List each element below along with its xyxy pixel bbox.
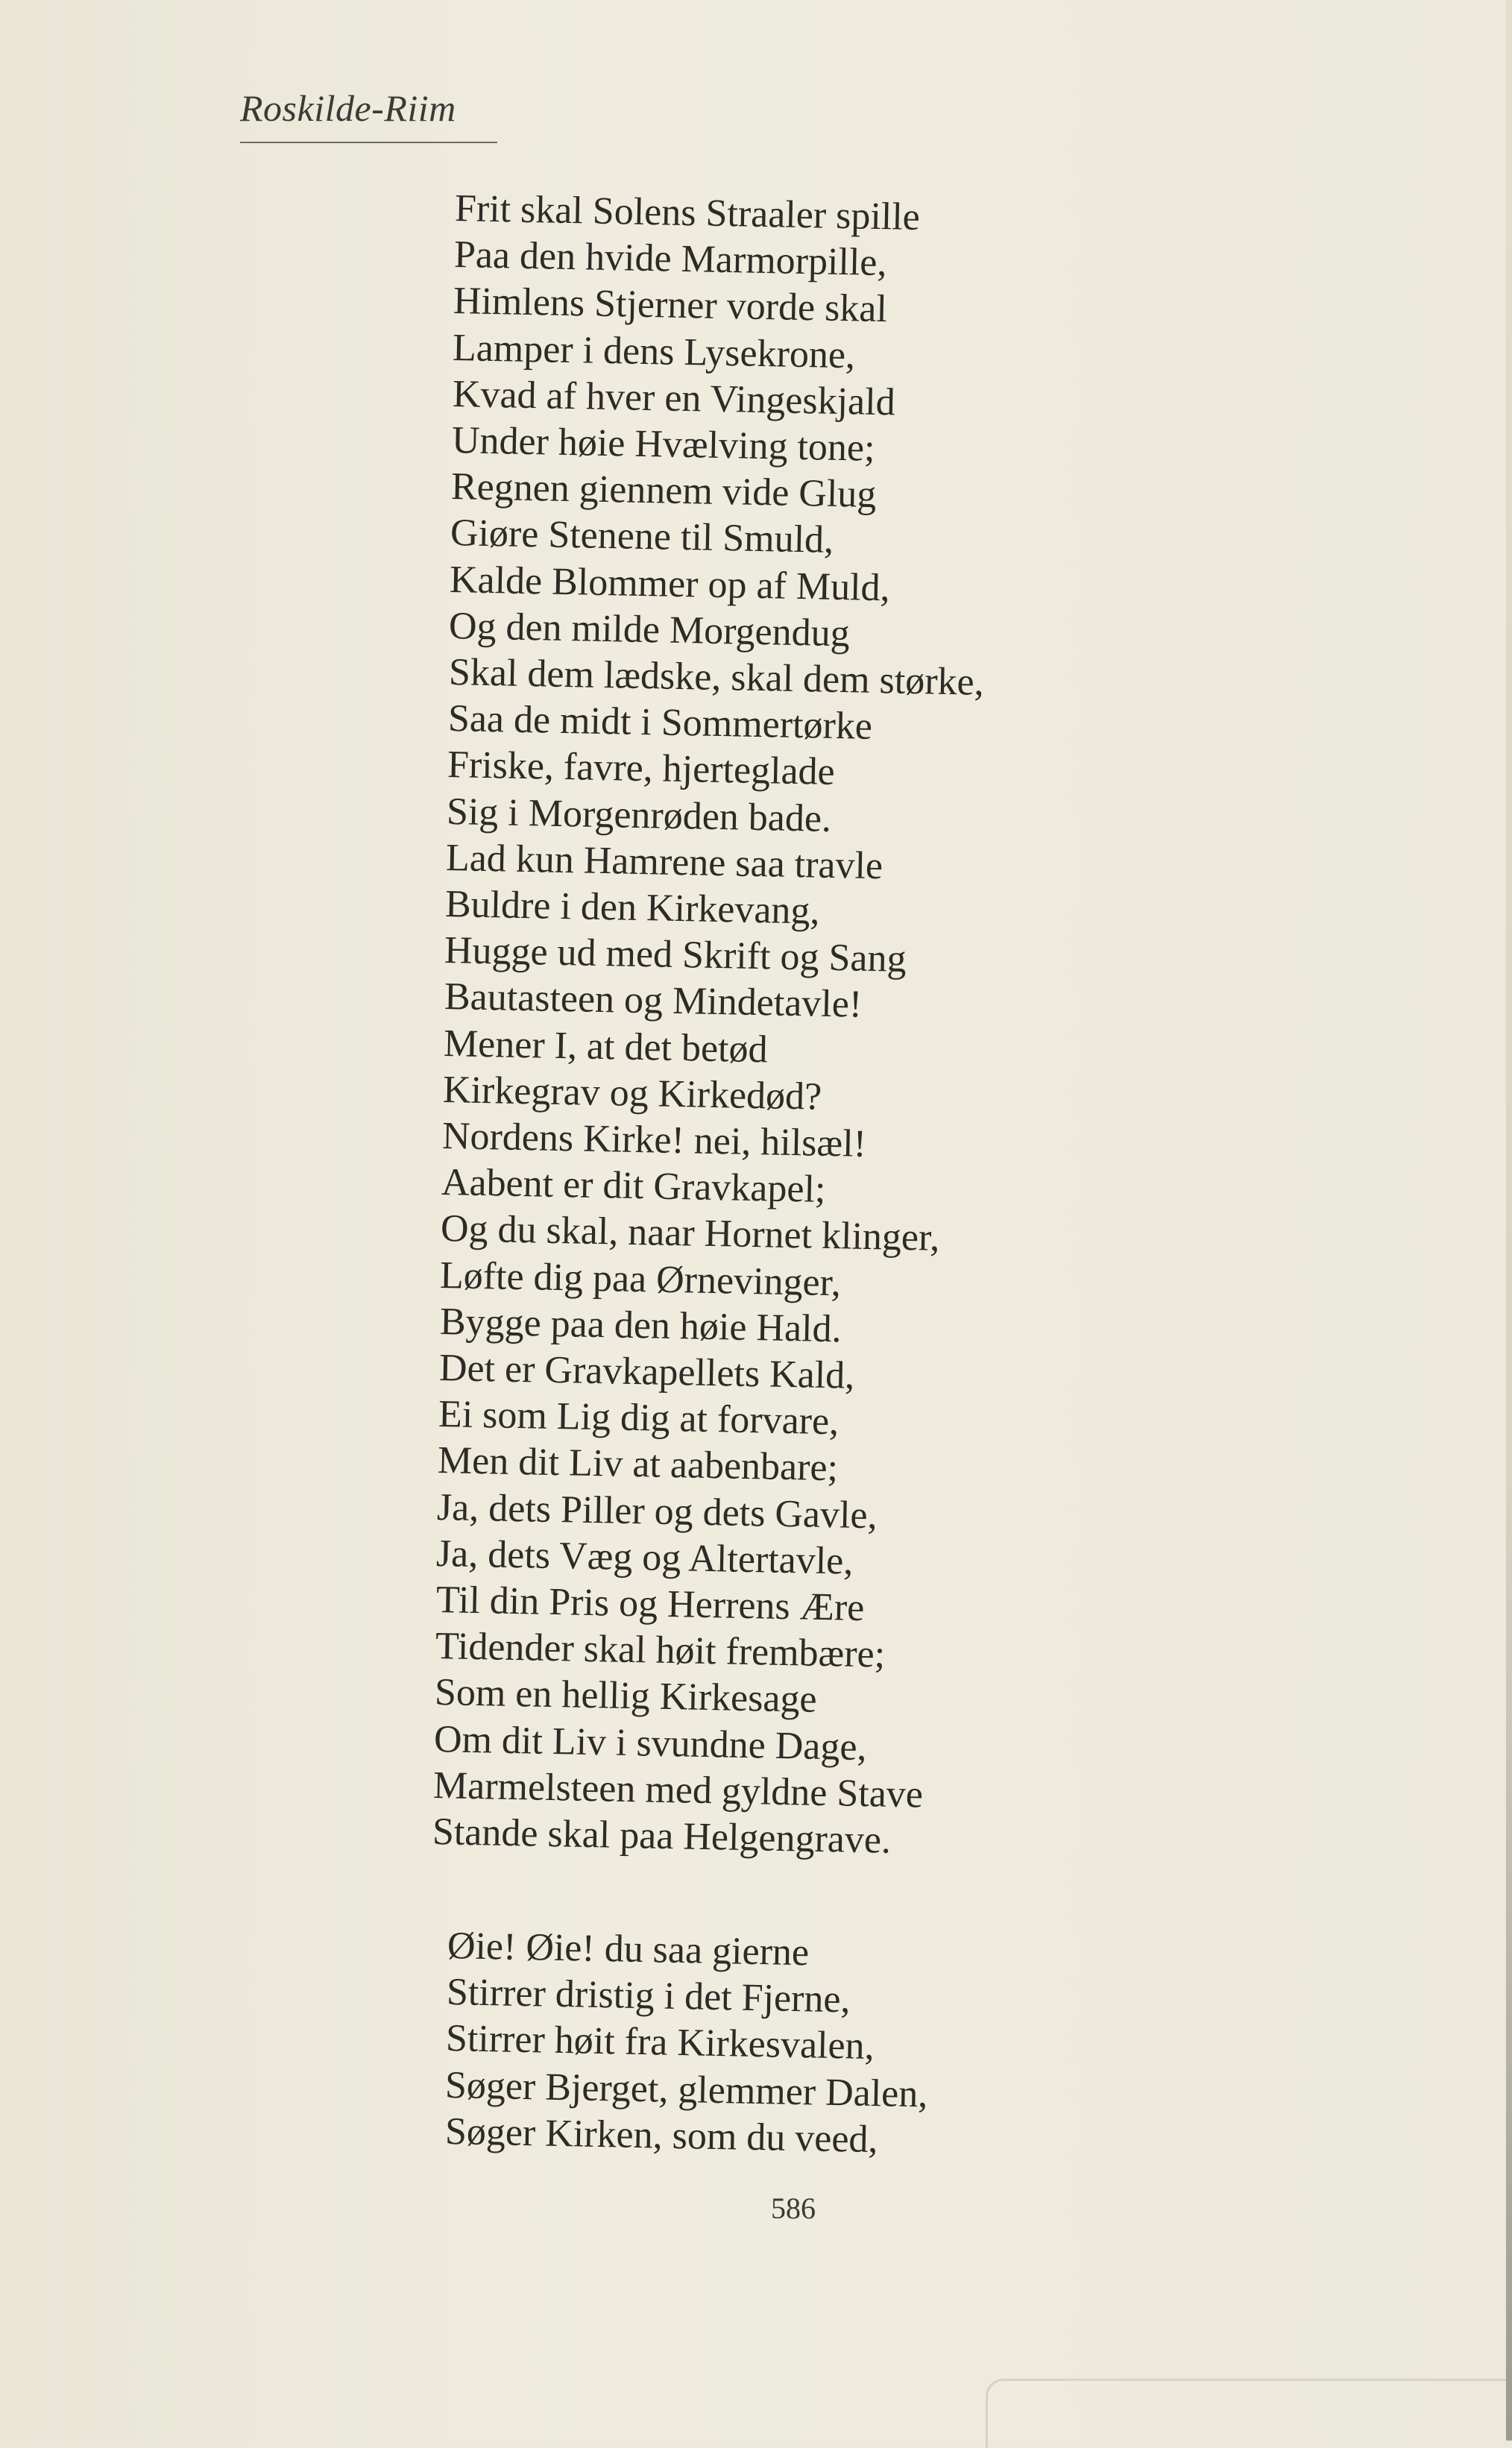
verse-line: Under høie Hvælving tone; <box>451 419 875 470</box>
verse-line: Kalde Blommer op af Muld, <box>449 558 891 609</box>
verse-line: Buldre i den Kirkevang, <box>444 883 821 933</box>
header-rule <box>240 142 497 143</box>
verse-line: Nordens Kirke! nei, hilsæl! <box>441 1115 867 1165</box>
verse-line: Frit skal Solens Straaler spille <box>454 187 921 239</box>
page-edge <box>1506 0 1512 2441</box>
verse-line: Hugge ud med Skrift og Sang <box>444 929 907 981</box>
page-corner-shadow <box>986 2379 1510 2448</box>
running-title: Roskilde-Riim <box>240 87 456 129</box>
verse-line: Saa de midt i Sommertørke <box>447 697 873 749</box>
verse-line: Øie! Øie! du saa gierne <box>447 1925 810 1975</box>
verse-line: Søger Bjerget, glemmer Dalen, <box>444 2063 929 2116</box>
verse-line: Marmelsteen med gyldne Stave <box>432 1763 924 1816</box>
verse-line: Aabent er dit Gravkapel; <box>441 1161 827 1212</box>
verse-line: Og den milde Morgendug <box>448 604 851 655</box>
verse-line: Bautasteen og Mindetavle! <box>444 975 863 1027</box>
verse-line: Sig i Morgenrøden bade. <box>446 790 832 840</box>
verse-line: Himlens Stjerner vorde skal <box>453 280 888 331</box>
verse-line: Lamper i dens Lysekrone, <box>452 326 856 377</box>
verse-line: Giøre Stenene til Smuld, <box>450 512 834 562</box>
verse-line: Stirrer høit fra Kirkesvalen, <box>445 2017 875 2068</box>
verse-line: Mener I, at det betød <box>443 1022 768 1071</box>
verse-line: Skal dem lædske, skal dem størke, <box>447 651 984 704</box>
verse-line: Men dit Liv at aabenbare; <box>437 1439 839 1490</box>
verse-line: Det er Gravkapellets Kald, <box>438 1347 855 1397</box>
verse-line: Om dit Liv i svundne Dage, <box>433 1717 867 1769</box>
verse-line: Stirrer dristig i det Fjerne, <box>446 1971 851 2021</box>
verse-line: Kirkegrav og Kirkedød? <box>442 1068 822 1118</box>
verse-line: Ja, dets Væg og Altertavle, <box>435 1532 854 1583</box>
verse-line: Stande skal paa Helgengrave. <box>432 1810 892 1862</box>
verse-line: Tidender skal høit frembære; <box>435 1625 886 1676</box>
verse-line: Lad kun Hamrene saa travle <box>445 836 883 888</box>
verse-line: Søger Kirken, som du veed, <box>444 2109 878 2161</box>
page-number: 586 <box>771 2191 816 2225</box>
verse-line: Løfte dig paa Ørnevinger, <box>439 1253 842 1304</box>
verse-line: Til din Pris og Herrens Ære <box>435 1579 865 1630</box>
verse-line: Kvad af hver en Vingeskjald <box>452 372 895 424</box>
verse-line: Og du skal, naar Hornet klinger, <box>440 1207 941 1260</box>
verse-line: Friske, favre, hjerteglade <box>447 743 836 794</box>
verse-line: Ei som Lig dig at forvare, <box>438 1393 840 1444</box>
verse-line: Bygge paa den høie Hald. <box>439 1300 842 1351</box>
verse-line: Som en hellig Kirkesage <box>434 1671 817 1722</box>
verse-line: Ja, dets Piller og dets Gavle, <box>436 1485 878 1537</box>
verse-line: Paa den hvide Marmorpille, <box>453 233 888 285</box>
verse-line: Regnen giennem vide Glug <box>450 465 877 517</box>
